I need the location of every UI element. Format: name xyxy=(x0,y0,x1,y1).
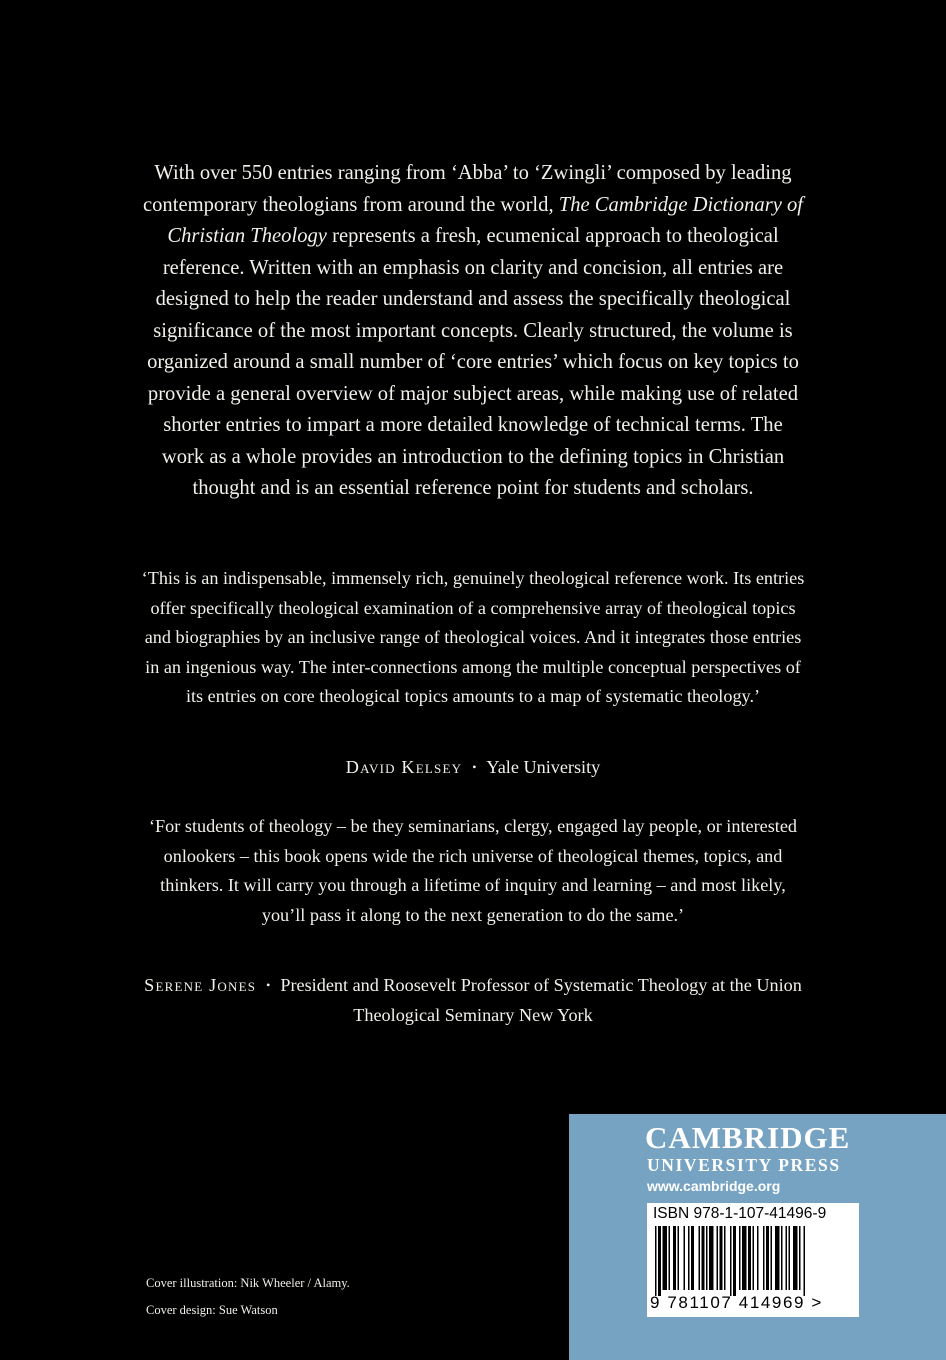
barcode-bar xyxy=(717,1226,719,1290)
barcode-bar xyxy=(739,1226,741,1290)
barcode-bar xyxy=(775,1226,780,1290)
barcode-bar xyxy=(781,1226,783,1290)
endorsement-attribution-1 xyxy=(140,753,806,783)
publisher-panel xyxy=(569,1114,946,1360)
barcode-bar xyxy=(763,1226,765,1290)
barcode-bar xyxy=(748,1226,751,1290)
blurb-text-2: represents a fresh, ecumenical approach to theological reference. Written with an emphasis on clarity and concision, all entries are designed to help the reader understand and assess the specifically theological significance of the most important concepts. Clearly structured, the volume is organized around a small number of ‘core entries’ which focus on key topics to provide a general overview of major subject areas, while making use of related shorter entries to impart a more detailed knowledge of technical terms. The work as a whole provides an introduction to the defining topics in Christian thought and is an essential reference point for students and scholars. xyxy=(147,225,799,499)
barcode-bar xyxy=(786,1226,788,1290)
endorsement-attribution-2 xyxy=(140,971,806,1030)
barcode-bar xyxy=(742,1226,747,1290)
endorser-affiliation-2: President and Roosevelt Professor of Systematic Theology at the Union Theological Seminary New York xyxy=(280,975,802,1025)
book-title: The Cambridge Dictionary of Christian Theology xyxy=(167,193,804,247)
publisher-logo-name: CAMBRIDGE xyxy=(645,1120,851,1155)
barcode-box xyxy=(647,1203,859,1317)
barcode-bar xyxy=(804,1226,806,1296)
bullet-separator-1: • xyxy=(472,760,477,774)
barcode-bar xyxy=(658,1226,661,1296)
ean-digits: 9 781107 414969 > xyxy=(650,1293,823,1312)
cover-illustration-credit: Cover illustration: Nik Wheeler / Alamy. xyxy=(146,1276,350,1290)
isbn-number: ISBN 978-1-107-41496-9 xyxy=(653,1205,827,1222)
publisher-url: www.cambridge.org xyxy=(647,1178,781,1194)
barcode-bar xyxy=(771,1226,773,1290)
barcode-bar xyxy=(793,1226,798,1290)
endorser-name-1: David Kelsey xyxy=(345,757,463,777)
barcode-bar xyxy=(757,1226,759,1290)
barcode-bar xyxy=(799,1226,801,1290)
barcode-icon xyxy=(655,1226,851,1296)
barcode-bar xyxy=(691,1226,694,1290)
barcode-bar xyxy=(730,1226,732,1296)
barcode-bar xyxy=(688,1226,690,1290)
barcode-bar xyxy=(753,1226,755,1290)
barcode-bar xyxy=(709,1226,714,1290)
barcode-bar xyxy=(669,1226,671,1290)
barcode-bar xyxy=(673,1226,676,1290)
endorsement-quote-1: ‘This is an indispensable, immensely rich, genuinely theological reference work. Its entries offer specifically theological examination of a comprehensive array of theological topics and biographies by an inclusive range of theological voices. And it integrates those entries in an ingenious way. The inter-connections among the multiple conceptual perspectives of its entries on core theological topics amounts to a map of systematic theology.’ xyxy=(141,568,805,706)
barcode-bar xyxy=(766,1226,769,1290)
publisher-logo-subtitle: UNIVERSITY PRESS xyxy=(647,1155,841,1175)
barcode-bar xyxy=(733,1226,736,1296)
barcode-bar xyxy=(706,1226,708,1290)
endorser-affiliation-1: Yale University xyxy=(486,757,601,777)
barcode-bar xyxy=(655,1226,657,1296)
description-blurb xyxy=(140,158,806,505)
barcode-bar xyxy=(699,1226,701,1290)
endorser-name-2: Serene Jones xyxy=(144,975,257,995)
barcode-bar xyxy=(663,1226,668,1290)
bullet-separator-2: • xyxy=(266,978,271,992)
barcode-bar xyxy=(789,1226,791,1290)
barcode-bar xyxy=(720,1226,723,1290)
barcode-bar xyxy=(724,1226,726,1290)
blurb-text-1: With over 550 entries ranging from ‘Abba’ to ‘Zwingli’ composed by leading contemporary theologians from around the world, xyxy=(142,162,792,216)
barcode-bar xyxy=(678,1226,680,1290)
barcode-bar xyxy=(702,1226,705,1290)
cover-design-credit: Cover design: Sue Watson xyxy=(146,1303,278,1317)
endorsement-quote-2: ‘For students of theology – be they seminarians, clergy, engaged lay people, or interested onlookers – this book opens wide the rich universe of theological themes, topics, and thinkers. It will carry you through a lifetime of inquiry and learning – and most likely, you’ll pass it along to the next generation to do the same.’ xyxy=(149,816,797,925)
barcode-bar xyxy=(684,1226,686,1290)
